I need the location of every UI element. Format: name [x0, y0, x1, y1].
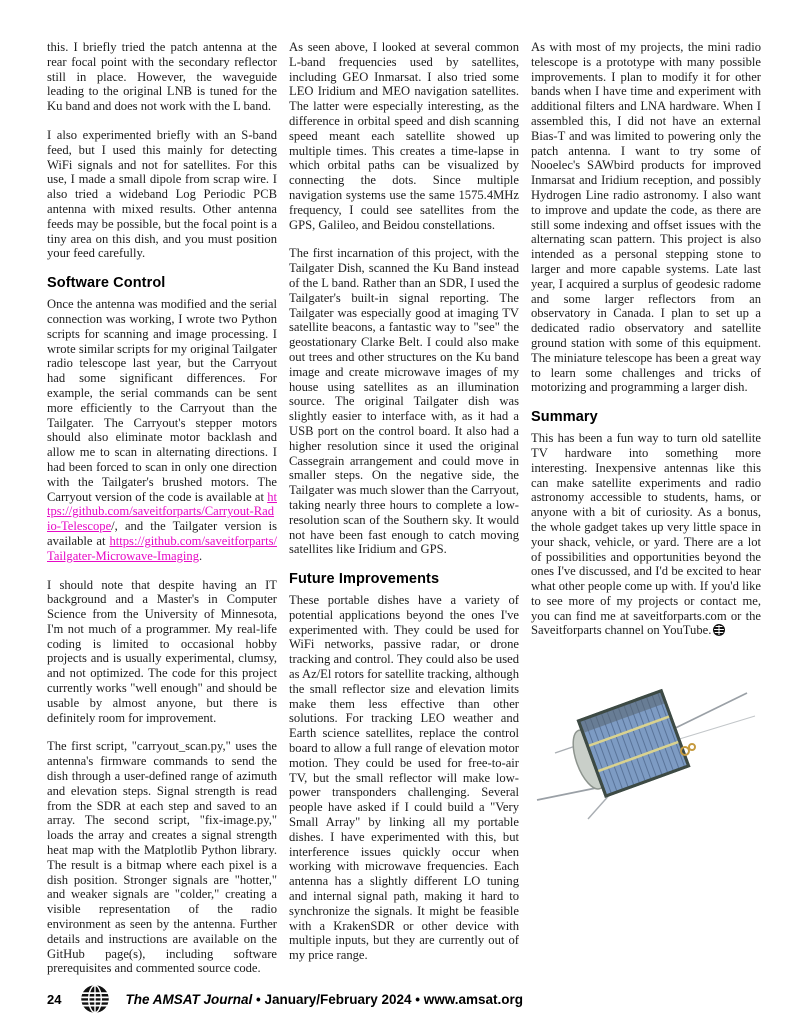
satellite-illustration: [535, 688, 765, 828]
column-1: [47, 40, 277, 990]
paragraph: I also experimented briefly with an S-band feed, but I used this mainly for detecting WiFi signals and not for satellites. For this use, I made a small dipole from scrap wire. I also tried a wideband Log Periodic PCB antenna with mixed results. Other antenna feeds may be possible, but the focal point is a tiny area on this dish, and you must position your feed carefully.: [47, 127, 277, 261]
column-3: [531, 40, 761, 990]
paragraph: I should note that despite having an IT background and a Master's in Computer Science from the University of Minnesota, I'm not much of a programmer. My real-life coding is limited to occasional hobby projects and is usually experimental, clumsy, and not optimized. The code for this project currently works "well enough" and should be usable by almost anyone, but there is definitely room for improvement.: [47, 577, 277, 725]
github-link[interactable]: https://github.com/saveitforparts/Tailgater-Microwave-Imaging: [47, 533, 277, 563]
page-number: 24: [47, 991, 62, 1007]
paragraph: These portable dishes have a variety of potential applications beyond the ones I've experimented with. They could be used for WiFi networks, passive radar, or drone tracking and control. They could also be used as Az/El rotors for satellite tracking, although the small reflector size and elevation limits make them less effective than other solutions. For tracking LEO weather and Earth science satellites, replace the control board to allow a full range of elevation motor motion. They could be used for free-to-air TV, but the small reflector will make low-power transponders challenging. Several people have asked if I could build a "Very Small Array" by linking all my portable dishes. I have experimented with this, but interference issues quickly occur when working with microwave frequencies. Each antenna has a slightly different LO tuning and internal signal path, making it hard to synchronize the signals. It might be feasible with a KrakenSDR or other device with multiple inputs, but they are currently out of my price range.: [289, 593, 519, 963]
summary-heading: Summary: [531, 409, 598, 426]
satellite-svg: [535, 688, 765, 828]
paragraph: this. I briefly tried the patch antenna at the rear focal point with the secondary reflector still in place. However, the waveguide leading to the original LNB is tuned for the Ku band and does not work with the L band.: [47, 40, 277, 114]
footer-issue-text: • January/February 2024 • www.amsat.org: [252, 991, 524, 1007]
page-footer: [47, 982, 761, 1016]
github-link[interactable]: https://github.com/saveitforparts/Carryout-Radio-Telescope: [47, 489, 277, 534]
paragraph: The first script, "carryout_scan.py," uses the antenna's firmware commands to send the dish through a user-defined range of azimuth and elevation steps. Signal strength is read from the SDR at each step and saved to an array. The second script, "fix-image.py," loads the array and creates a signal strength heat map with the Matplotlib Python library. The result is a bitmap where each pixel is a dish position. Stronger signals are "hotter," and weaker signals are "colder," creating a visible representation of the radio environment as seen by the antenna. Further details and instructions are available on the GitHub page(s), including software prerequisites and commented source code.: [47, 739, 277, 976]
paragraph: The first incarnation of this project, with the Tailgater Dish, scanned the Ku Band instead of the L band. Rather than an SDR, I used the Tailgater's built-in signal reporting. The Tailgater was especially good at imaging TV satellite beacons, a fantastic way to "see" the geostationary Clarke Belt. I could also make out trees and other structures on the Ku band image and create microwave images of my house using satellites as an illumination source. The original Tailgater dish was slightly easier to interface with, as it had a USB port on the control board. It also had a higher resolution since it used the original Cassegrain arrangement and could move in smaller steps. On the negative side, the Tailgater was much slower than the Carryout, taking nearly three hours to complete a low-resolution scan of the Southern sky. It would not have been fast enough to catch moving satellites like Iridium and GPS.: [289, 246, 519, 557]
amsat-globe-svg: [80, 984, 110, 1014]
footer-text: [125, 992, 523, 1007]
future-improvements-heading: Future Improvements: [289, 571, 440, 588]
software-control-heading: Software Control: [47, 275, 166, 292]
paragraph: This has been a fun way to turn old satellite TV hardware into something more interesting. Inexpensive antennas like this can make satellite experiments and radio astronomy accessible to students, hams, or anyone with a bit of curiosity. As a bonus, the whole gadget takes up very little space in your shack, vehicle, or yard. There are a lot of possibilities and opportunities beyond the ones I've discussed, and I'd be excited to hear what other people come up with. If you'd like to see more of my projects or contact me, you can find me at saveitforparts.com or the Saveitforparts channel on YouTube.: [531, 431, 761, 638]
amsat-globe-logo: [80, 984, 110, 1014]
article-body: [47, 40, 761, 990]
journal-title: The AMSAT Journal: [125, 991, 253, 1007]
paragraph: As with most of my projects, the mini radio telescope is a prototype with many possible improvements. I plan to modify it for other bands when I have time and experiment with additional filters and LNA hardware. When I assembled this, I did not have an external Bias-T and was limited to powering only the patch antenna. I want to try some of Nooelec's SAWbird products for improved Inmarsat and Iridium reception, and possibly Hydrogen Line radio astronomy. I also want to improve and update the code, as there are still some indexing and offset issues with the alternating scan pattern. This project is also intended as a personal stepping stone to larger and more capable systems. Late last year, I acquired a surplus of geodesic radome and some larger reflectors from an observatory in Canada. I plan to set up a dedicated radio observatory and satellite ground station with some of this equipment. The miniature telescope has been a great way to learn some challenges and tricks of motorizing and programming a larger dish.: [531, 40, 761, 395]
paragraph: As seen above, I looked at several common L-band frequencies used by satellites, including GEO Inmarsat. I also tried some LEO Iridium and MEO navigation satellites. The latter were especially interesting, as the difference in orbital speed and dish scanning speed meant each satellite showed up multiple times. This creates a time-lapse in which orbital paths can be visualized by connecting the dots. Since multiple navigation systems use the same 1575.4MHz frequency, I could see satellites from the GPS, Galileo, and Beidou constellations.: [289, 40, 519, 232]
amsat-globe-end-icon: [713, 624, 725, 636]
column-2: [289, 40, 519, 990]
paragraph: Once the antenna was modified and the serial connection was working, I wrote two Python scripts for scanning and image processing. I wrote similar scripts for my original Tailgater radio telescope last year, but the Carryout had some significant differences. For example, the serial commands can be sent more efficiently to the Carryout than the Tailgater. The Carryout's stepper motors should also eliminate motor backlash and allow me to scan in alternating directions. I had been forced to scan in only one direction with the Tailgater's brushed motors. The Carryout version of the code is available at https://github.com/saveitforparts/Carryout-Radio-Telescope/, and the Tailgater version is available at https://github.com/saveitforparts/Tailgater-Microwave-Imaging.: [47, 297, 277, 563]
